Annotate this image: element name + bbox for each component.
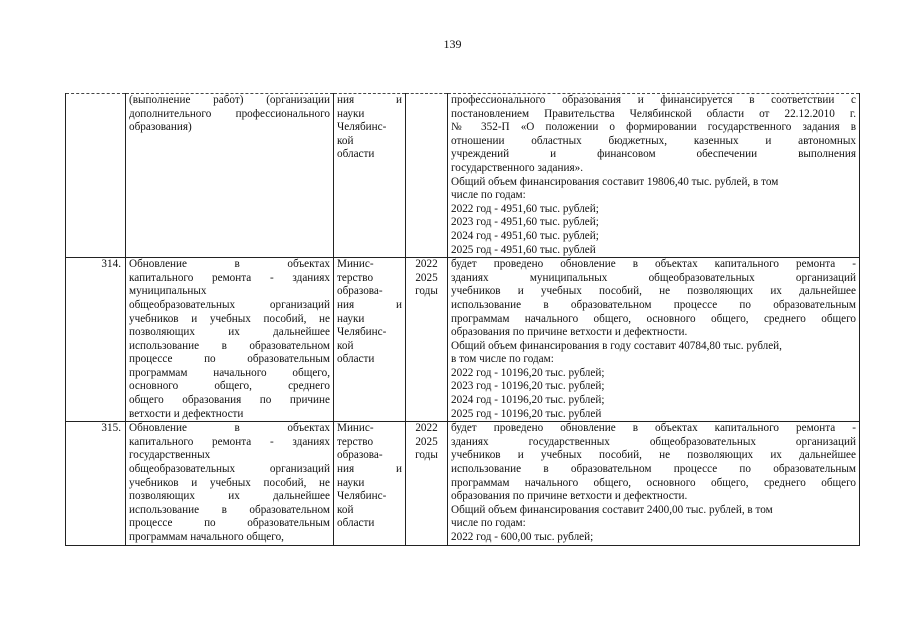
period: 2022 2025 годы	[406, 422, 448, 545]
program-table	[65, 93, 860, 546]
table-row	[66, 422, 860, 545]
row-number	[66, 94, 126, 258]
finance-line: 2024 год - 10196,20 тыс. рублей;	[451, 394, 605, 407]
finance-line: Общий объем финансирования в году составит 40784,80 тыс. рублей,	[451, 339, 782, 352]
finance-line: 2022 год - 10196,20 тыс. рублей;	[451, 366, 605, 379]
measure-name: Обновление в объектах капитального ремонта - зданиях государственных общеобразовательных организаций учебников и учебных пособий, не позволяющих их дальнейшее использование в образовательном процессе по образовательным программам начального общего,	[126, 422, 334, 545]
finance-line: в том числе по годам:	[451, 353, 554, 366]
finance-line: 2023 год - 4951,60 тыс. рублей;	[451, 216, 599, 229]
page-number: 139	[443, 37, 462, 51]
period	[406, 94, 448, 258]
finance-line: 2024 год - 4951,60 тыс. рублей;	[451, 229, 599, 242]
finance-line: Общий объем финансирования составит 19806,40 тыс. рублей, в том	[451, 175, 779, 188]
executor: Минис- терство образова- ния и науки Челябинс- кой области	[334, 422, 406, 545]
row-number: 314.	[66, 258, 126, 422]
measure-name: (выполнение работ) (организации дополнительного профессионального образования)	[126, 94, 334, 258]
finance-line: числе по годам:	[451, 189, 526, 202]
executor: Минис- терство образова- ния и науки Челябинс- кой области	[334, 258, 406, 422]
finance-line: 2025 год - 4951,60 тыс. рублей	[451, 243, 596, 256]
finance-line: 2022 год - 600,00 тыс. рублей;	[451, 531, 594, 543]
executor: ния и науки Челябинс- кой области	[334, 94, 406, 258]
description: будет проведено обновление в объектах капитального ремонта - зданиях государственных общеобразовательных организаций учебников и учебных пособий, не позволяющих их дальнейшее использование в образовательном процессе по образовательным программам начального общего, основного общего, среднего общего образования по причине ветхости и дефектности. Общий объем финансирования составит 2400,00 тыс. рублей, в том числе по годам: 2022 год - 600,00 тыс. рублей;	[448, 422, 860, 545]
finance-line: числе по годам:	[451, 517, 526, 530]
table-row	[66, 94, 860, 258]
row-number: 315.	[66, 422, 126, 545]
finance-line: 2023 год - 10196,20 тыс. рублей;	[451, 380, 605, 393]
measure-name: Обновление в объектах капитального ремонта - зданиях муниципальных общеобразовательных организаций учебников и учебных пособий, не позволяющих их дальнейшее использование в образовательном процессе по образовательным программам начального общего, основного общего, среднего общего образования по причине ветхости и дефектности	[126, 258, 334, 422]
table-row	[66, 258, 860, 422]
description: профессионального образования и финансируется в соответствии с постановлением Правительства Челябинской области от 22.12.2010 г. № 352-П «О положении о формировании государственного задания в отношении областных бюджетных, казенных и автономных учреждений и финансовом обеспечении выполнения государственного задания». Общий объем финансирования составит 19806,40 тыс. рублей, в том числе по годам: 2022 год - 4951,60 тыс. рублей; 2023 год - 4951,60 тыс. рублей; 2024 год - 4951,60 тыс. рублей; 2025 год - 4951,60 тыс. рублей	[448, 94, 860, 258]
finance-line: 2025 год - 10196,20 тыс. рублей	[451, 407, 602, 420]
period: 2022 2025 годы	[406, 258, 448, 422]
finance-line: Общий объем финансирования составит 2400,00 тыс. рублей, в том	[451, 503, 773, 516]
description: будет проведено обновление в объектах капитального ремонта - зданиях муниципальных общеобразовательных организаций учебников и учебных пособий, не позволяющих их дальнейшее использование в образовательном процессе по образовательным программам начального общего, основного общего, среднего общего образования по причине ветхости и дефектности. Общий объем финансирования в году составит 40784,80 тыс. рублей, в том числе по годам: 2022 год - 10196,20 тыс. рублей; 2023 год - 10196,20 тыс. рублей; 2024 год - 10196,20 тыс. рублей; 2025 год - 10196,20 тыс. рублей	[448, 258, 860, 422]
finance-line: 2022 год - 4951,60 тыс. рублей;	[451, 202, 599, 215]
